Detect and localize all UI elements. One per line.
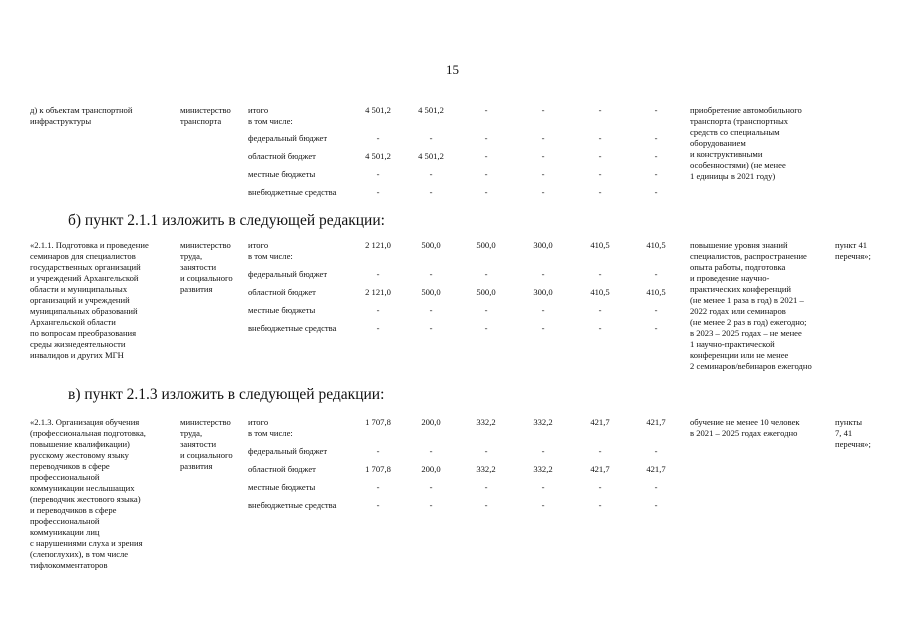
funding-value-cell: 4 501,2: [418, 151, 444, 161]
section-heading: в) пункт 2.1.3 изложить в следующей редакции:: [68, 386, 385, 403]
funding-value-cell: -: [598, 187, 602, 197]
funding-value-cell: 421,7: [590, 464, 610, 474]
funding-value-cell: -: [654, 269, 658, 279]
funding-value-cell: 421,7: [646, 464, 666, 474]
funding-value-cell: -: [429, 323, 433, 333]
funding-value-cell: 500,0: [476, 287, 496, 297]
funding-value-cell: -: [541, 105, 545, 115]
funding-source-label: местные бюджеты: [248, 482, 316, 492]
activity-description: «2.1.1. Подготовка и проведение семинаров для специалистов государственных организаций и учреждений Архангельской области и муниципальных организаций и учреждений муниципальных образований Архангельской области по вопросам преобразования среды жизнедеятельности инвалидов и других МГН: [30, 240, 149, 360]
responsible-executor: министерство труда, занятости и социального развития: [180, 417, 233, 471]
funding-value-cell: 200,0: [421, 464, 441, 474]
funding-value-cell: -: [654, 305, 658, 315]
expected-result: повышение уровня знаний специалистов, распространение опыта работы, подготовка и проведение научно- практических конференций (не менее 1 раза в год) в 2021 – 2022 годах или семинаров (не менее 2 раз в год) ежегодно; в 2023 – 2025 годах – не менее 1 научно-практической конференции или не менее 2 семинаров/вебинаров ежегодно: [690, 240, 812, 371]
funding-value-cell: -: [376, 169, 380, 179]
funding-value-cell: -: [484, 187, 488, 197]
funding-value-cell: 410,5: [590, 287, 610, 297]
reference-link: пункт 41 перечня»;: [835, 240, 871, 261]
funding-value-cell: -: [654, 446, 658, 456]
funding-value-cell: -: [541, 169, 545, 179]
section-heading: б) пункт 2.1.1 изложить в следующей редакции:: [68, 212, 385, 229]
funding-value-cell: 410,5: [646, 240, 666, 250]
funding-value-cell: -: [598, 105, 602, 115]
funding-value-cell: -: [598, 133, 602, 143]
funding-value-cell: -: [654, 482, 658, 492]
funding-value-cell: -: [541, 323, 545, 333]
funding-source-label: федеральный бюджет: [248, 269, 328, 279]
funding-source-label: внебюджетные средства: [248, 323, 337, 333]
funding-value-cell: -: [541, 500, 545, 510]
funding-source-label: внебюджетные средства: [248, 500, 337, 510]
funding-value-cell: 410,5: [590, 240, 610, 250]
funding-value-cell: -: [598, 482, 602, 492]
funding-value-cell: -: [484, 323, 488, 333]
funding-value-cell: 500,0: [476, 240, 496, 250]
funding-value-cell: 332,2: [476, 417, 496, 427]
funding-value-cell: -: [376, 269, 380, 279]
funding-value-cell: 4 501,2: [418, 105, 444, 115]
funding-value-cell: 421,7: [646, 417, 666, 427]
funding-value-cell: 200,0: [421, 417, 441, 427]
funding-value-cell: -: [654, 323, 658, 333]
funding-source-label: областной бюджет: [248, 287, 316, 297]
funding-value-cell: 1 707,8: [365, 464, 391, 474]
funding-value-cell: 500,0: [421, 240, 441, 250]
funding-value-cell: 332,2: [533, 417, 553, 427]
funding-value-cell: -: [376, 305, 380, 315]
funding-value-cell: -: [429, 500, 433, 510]
funding-value-cell: -: [654, 187, 658, 197]
funding-value-cell: 4 501,2: [365, 105, 391, 115]
funding-value-cell: -: [598, 151, 602, 161]
funding-value-cell: -: [598, 500, 602, 510]
funding-value-cell: 1 707,8: [365, 417, 391, 427]
funding-source-label: итого в том числе:: [248, 417, 293, 438]
funding-value-cell: -: [376, 133, 380, 143]
funding-value-cell: 332,2: [476, 464, 496, 474]
funding-value-cell: -: [654, 169, 658, 179]
funding-value-cell: -: [429, 169, 433, 179]
responsible-executor: министерство труда, занятости и социального развития: [180, 240, 233, 294]
funding-source-label: внебюджетные средства: [248, 187, 337, 197]
funding-source-label: итого в том числе:: [248, 105, 293, 126]
funding-value-cell: -: [541, 446, 545, 456]
funding-value-cell: 300,0: [533, 287, 553, 297]
funding-value-cell: 2 121,0: [365, 240, 391, 250]
funding-value-cell: -: [429, 187, 433, 197]
funding-value-cell: -: [654, 105, 658, 115]
funding-value-cell: -: [654, 151, 658, 161]
funding-value-cell: -: [376, 446, 380, 456]
funding-value-cell: -: [376, 323, 380, 333]
funding-value-cell: -: [598, 169, 602, 179]
funding-value-cell: 500,0: [421, 287, 441, 297]
funding-value-cell: -: [541, 151, 545, 161]
funding-value-cell: -: [598, 269, 602, 279]
funding-source-label: областной бюджет: [248, 151, 316, 161]
funding-source-label: федеральный бюджет: [248, 446, 328, 456]
funding-value-cell: -: [484, 500, 488, 510]
funding-value-cell: -: [484, 133, 488, 143]
funding-value-cell: -: [376, 482, 380, 492]
funding-value-cell: -: [429, 446, 433, 456]
funding-value-cell: -: [541, 269, 545, 279]
funding-source-label: итого в том числе:: [248, 240, 293, 261]
funding-value-cell: -: [429, 482, 433, 492]
page-number: 15: [446, 62, 459, 77]
funding-value-cell: -: [541, 305, 545, 315]
expected-result: обучение не менее 10 человек в 2021 – 2025 годах ежегодно: [690, 417, 800, 438]
activity-description: «2.1.3. Организация обучения (профессиональная подготовка, повышение квалификации) русскому жестовому языку переводчиков в сфере профессиональной коммуникации неслышащих (переводчик жестового языка) и переводчиков в сфере профессиональной коммуникации лиц с нарушениями слуха и зрения (слепоглухих), в том числе тифлокомментаторов: [30, 417, 146, 570]
funding-value-cell: -: [598, 323, 602, 333]
reference-link: пункты 7, 41 перечня»;: [835, 417, 871, 449]
funding-value-cell: -: [484, 482, 488, 492]
funding-source-label: федеральный бюджет: [248, 133, 328, 143]
activity-description: д) к объектам транспортной инфраструктуры: [30, 105, 133, 126]
funding-value-cell: -: [484, 105, 488, 115]
funding-value-cell: -: [376, 500, 380, 510]
funding-value-cell: -: [429, 269, 433, 279]
funding-value-cell: -: [484, 269, 488, 279]
funding-value-cell: -: [429, 133, 433, 143]
expected-result: приобретение автомобильного транспорта (транспортных средств со специальным оборудованием и конструктивными особенностями) (не менее 1 единицы в 2021 году): [690, 105, 802, 181]
funding-source-label: местные бюджеты: [248, 169, 316, 179]
funding-value-cell: -: [541, 133, 545, 143]
funding-value-cell: 410,5: [646, 287, 666, 297]
funding-value-cell: -: [541, 482, 545, 492]
funding-value-cell: -: [654, 500, 658, 510]
funding-value-cell: -: [484, 305, 488, 315]
funding-value-cell: -: [484, 446, 488, 456]
funding-value-cell: 421,7: [590, 417, 610, 427]
funding-value-cell: 300,0: [533, 240, 553, 250]
funding-value-cell: 332,2: [533, 464, 553, 474]
funding-value-cell: -: [654, 133, 658, 143]
funding-value-cell: 4 501,2: [365, 151, 391, 161]
funding-value-cell: 2 121,0: [365, 287, 391, 297]
funding-value-cell: -: [598, 305, 602, 315]
funding-value-cell: -: [484, 151, 488, 161]
funding-value-cell: -: [598, 446, 602, 456]
funding-value-cell: -: [429, 305, 433, 315]
funding-value-cell: -: [484, 169, 488, 179]
funding-value-cell: -: [376, 187, 380, 197]
funding-value-cell: -: [541, 187, 545, 197]
funding-source-label: местные бюджеты: [248, 305, 316, 315]
responsible-executor: министерство транспорта: [180, 105, 231, 126]
funding-source-label: областной бюджет: [248, 464, 316, 474]
